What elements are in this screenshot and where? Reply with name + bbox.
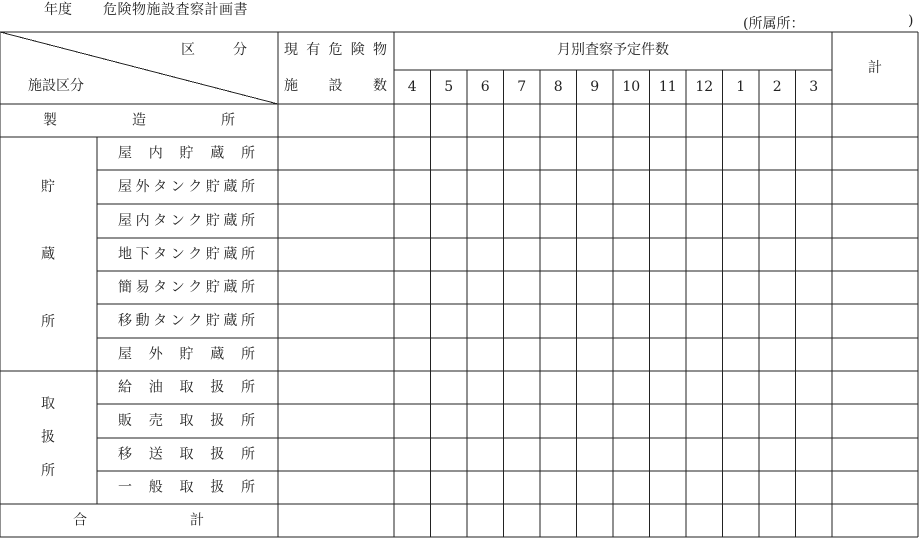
row-label-storage: ン (170, 279, 185, 296)
month-label: 12 (695, 79, 714, 95)
row-label-storage: 簡 (118, 279, 132, 296)
row-label-storage: 屋 (118, 213, 132, 229)
row-label-manufacturing: 造 (132, 112, 146, 129)
row-label-handling: 扱 (210, 413, 225, 429)
row-label-storage: 貯 (205, 313, 220, 329)
row-label-storage: 蔵 (223, 213, 238, 229)
row-label-handling: 所 (241, 379, 255, 396)
row-label-handling: 所 (241, 413, 255, 429)
row-label-handling: 扱 (210, 479, 225, 496)
row-label-handling: 取 (179, 413, 194, 429)
row-label-storage: 屋 (118, 145, 132, 162)
row-label-storage: タ (153, 213, 168, 229)
row-label-storage: ン (170, 246, 185, 263)
row-label-storage: タ (153, 179, 168, 195)
row-label-handling: 所 (241, 479, 255, 496)
count-header-line1: 険 (350, 42, 365, 58)
row-label-storage: 屋 (118, 346, 132, 363)
month-label: 7 (517, 79, 527, 95)
row-label-storage: 貯 (205, 179, 220, 195)
total-header: 計 (868, 60, 882, 76)
row-label-manufacturing: 所 (221, 112, 235, 129)
row-label-storage: 下 (135, 246, 150, 263)
row-label-storage: 貯 (205, 246, 220, 263)
row-label-handling: 扱 (210, 446, 225, 463)
count-header-line1: 現 (284, 42, 298, 58)
row-label-handling: 送 (148, 446, 163, 463)
row-label-storage: 内 (135, 213, 150, 229)
corner-label-category: 分 (233, 42, 247, 58)
document-title: 危険物施設査察計画書 (103, 2, 248, 18)
row-label-storage: 所 (241, 213, 255, 229)
group-label-storage: 蔵 (41, 246, 55, 263)
row-label-storage: 地 (118, 246, 132, 263)
count-header-line2: 数 (373, 78, 387, 94)
row-label-storage: 内 (148, 145, 163, 162)
count-header-line2: 施 (284, 78, 298, 94)
row-label-storage: 動 (135, 313, 150, 329)
group-label-handling: 所 (41, 463, 55, 479)
count-header-line2: 設 (328, 78, 343, 94)
corner-label-category: 区 (181, 42, 195, 58)
group-label-handling: 取 (41, 396, 55, 412)
count-header-line1: 有 (306, 42, 321, 58)
row-label-storage: タ (153, 313, 168, 329)
row-label-handling: 取 (179, 379, 194, 396)
row-label-handling: 般 (148, 479, 163, 496)
row-label-storage: 所 (241, 346, 255, 363)
group-label-storage: 貯 (41, 179, 55, 195)
row-label-storage: 所 (241, 279, 255, 296)
month-label: 3 (809, 79, 819, 95)
row-label-storage: ク (188, 179, 203, 195)
corner-label-facility: 施設区分 (28, 78, 84, 94)
month-label: 9 (590, 79, 600, 95)
month-label: 10 (622, 79, 641, 95)
month-label: 8 (553, 79, 563, 95)
row-label-storage: 貯 (205, 213, 220, 229)
row-label-storage: 蔵 (210, 145, 225, 162)
month-label: 1 (736, 79, 746, 95)
row-label-storage: 貯 (179, 145, 194, 162)
row-label-handling: 一 (118, 479, 132, 496)
row-label-manufacturing: 製 (43, 112, 57, 129)
row-label-handling: 取 (179, 479, 194, 496)
month-label: 11 (658, 79, 677, 95)
row-label-handling: 販 (118, 413, 132, 429)
row-label-handling: 移 (118, 446, 132, 463)
row-label-storage: 蔵 (210, 346, 225, 363)
row-label-handling: 売 (148, 413, 163, 429)
row-label-storage: 所 (241, 246, 255, 263)
month-label: 6 (480, 79, 490, 95)
month-label: 2 (772, 79, 782, 95)
affiliation-close: ) (908, 13, 914, 29)
row-label-storage: 外 (148, 346, 163, 363)
row-label-storage: 屋 (118, 179, 132, 195)
row-label-storage: 移 (118, 313, 132, 329)
row-label-handling: 取 (179, 446, 194, 463)
row-label-storage: ク (188, 279, 203, 296)
row-label-total: 計 (190, 512, 204, 529)
row-label-storage: 蔵 (223, 279, 238, 296)
row-label-storage: ク (188, 213, 203, 229)
row-label-storage: タ (153, 279, 168, 296)
affiliation-label: (所属所： (743, 16, 805, 32)
row-label-storage: 蔵 (223, 313, 238, 329)
row-label-storage: 外 (135, 179, 150, 195)
year-label: 年度 (44, 2, 72, 18)
row-label-storage: 蔵 (223, 179, 238, 195)
row-label-storage: 所 (241, 145, 255, 162)
group-label-handling: 扱 (41, 429, 55, 446)
row-label-handling: 給 (118, 379, 132, 396)
row-label-storage: 所 (241, 313, 255, 329)
row-label-storage: ン (170, 213, 185, 229)
row-label-storage: 所 (241, 179, 255, 195)
row-label-storage: タ (153, 246, 168, 263)
count-header-line1: 物 (373, 42, 387, 58)
month-label: 5 (444, 79, 454, 95)
row-label-storage: 貯 (179, 346, 194, 363)
row-label-storage: ク (188, 313, 203, 329)
row-label-handling: 扱 (210, 379, 225, 396)
row-label-total: 合 (73, 512, 87, 529)
monthly-header: 月別査察予定件数 (557, 42, 669, 58)
row-label-handling: 所 (241, 446, 255, 463)
row-label-storage: ク (188, 246, 203, 263)
group-label-storage: 所 (41, 314, 55, 330)
row-label-storage: 易 (135, 279, 150, 296)
count-header-line1: 危 (328, 42, 343, 58)
row-label-storage: ン (170, 179, 185, 195)
row-label-handling: 油 (148, 379, 163, 396)
row-label-storage: 貯 (205, 279, 220, 296)
month-label: 4 (407, 79, 417, 95)
row-label-storage: 蔵 (223, 246, 238, 263)
row-label-storage: ン (170, 313, 185, 329)
